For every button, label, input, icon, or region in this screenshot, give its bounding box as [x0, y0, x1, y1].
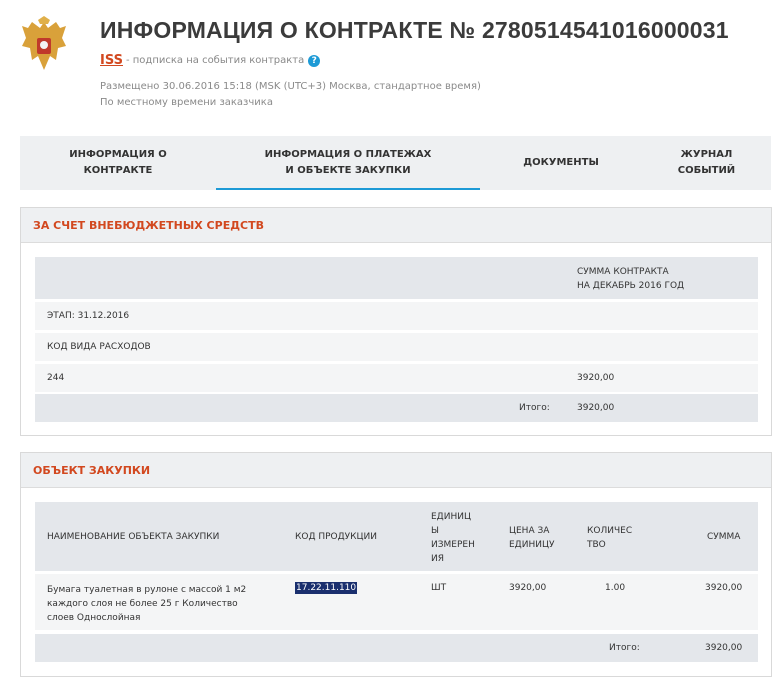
funding-total-label: Итого:	[519, 403, 550, 413]
funding-total-amount: 3920,00	[577, 403, 615, 413]
expense-code-label-row	[35, 333, 758, 361]
expense-code-label: КОД ВИДА РАСХОДОВ	[47, 342, 151, 352]
col-sum: СУММА	[707, 532, 741, 542]
posted-date: Размещено 30.06.2016 15:18 (MSK (UTC+3) Москва, стандартное время)	[100, 81, 481, 92]
page-title: ИНФОРМАЦИЯ О КОНТРАКТЕ № 2780514541016000031	[100, 17, 729, 43]
col-price: ЦЕНА ЗА ЕДИНИЦУ	[509, 526, 555, 550]
item-unit: ШТ	[431, 583, 447, 593]
col-contract-sum: СУММА КОНТРАКТА НА ДЕКАБРЬ 2016 ГОД	[577, 267, 685, 291]
expense-code: 244	[47, 373, 65, 383]
stage-row	[35, 302, 758, 330]
iss-link[interactable]: ISS	[100, 53, 123, 68]
tab-documents[interactable]: ДОКУМЕНТЫ	[523, 157, 599, 168]
item-sum: 3920,00	[705, 583, 743, 593]
iss-description: - подписка на события контракта	[125, 55, 305, 66]
expense-amount: 3920,00	[577, 373, 615, 383]
procurement-total-amount: 3920,00	[705, 643, 743, 653]
table-row	[35, 574, 758, 630]
procurement-header-row	[35, 502, 758, 571]
col-unit: ЕДИНИЦ Ы ИЗМЕРЕН ИЯ	[431, 512, 475, 564]
procurement-panel	[20, 452, 772, 677]
expense-code-row	[35, 364, 758, 392]
funding-heading: ЗА СЧЕТ ВНЕБЮДЖЕТНЫХ СРЕДСТВ	[21, 208, 771, 243]
item-price: 3920,00	[509, 583, 547, 593]
col-quantity: КОЛИЧЕС ТВО	[587, 526, 633, 550]
funding-panel	[20, 207, 772, 436]
iss-subscription	[100, 53, 320, 68]
local-time-note: По местному времени заказчика	[100, 97, 273, 108]
funding-header-row	[35, 257, 758, 299]
tab-contract-info[interactable]: ИНФОРМАЦИЯ О КОНТРАКТЕ	[69, 149, 167, 176]
tab-bar	[20, 136, 771, 190]
item-code[interactable]: 17.22.11.110	[296, 583, 357, 593]
procurement-total-row	[35, 634, 758, 662]
col-code: КОД ПРОДУКЦИИ	[295, 532, 378, 542]
help-icon[interactable]: ?	[308, 55, 320, 67]
coat-of-arms-icon	[20, 16, 68, 74]
item-name: Бумага туалетная в рулоне с массой 1 м2 каждого слоя не более 25 г Количество слоев Однослойная	[47, 585, 247, 623]
procurement-heading: ОБЪЕКТ ЗАКУПКИ	[21, 453, 771, 488]
procurement-total-label: Итого:	[609, 643, 640, 653]
stage-label: ЭТАП: 31.12.2016	[47, 311, 130, 321]
item-quantity: 1.00	[605, 583, 626, 593]
tab-event-log[interactable]: ЖУРНАЛ СОБЫТИЙ	[677, 149, 736, 176]
funding-total-row	[35, 394, 758, 422]
tab-payments-info[interactable]: ИНФОРМАЦИЯ О ПЛАТЕЖАХ И ОБЪЕКТЕ ЗАКУПКИ	[216, 136, 480, 190]
col-name: НАИМЕНОВАНИЕ ОБЪЕКТА ЗАКУПКИ	[47, 532, 220, 542]
